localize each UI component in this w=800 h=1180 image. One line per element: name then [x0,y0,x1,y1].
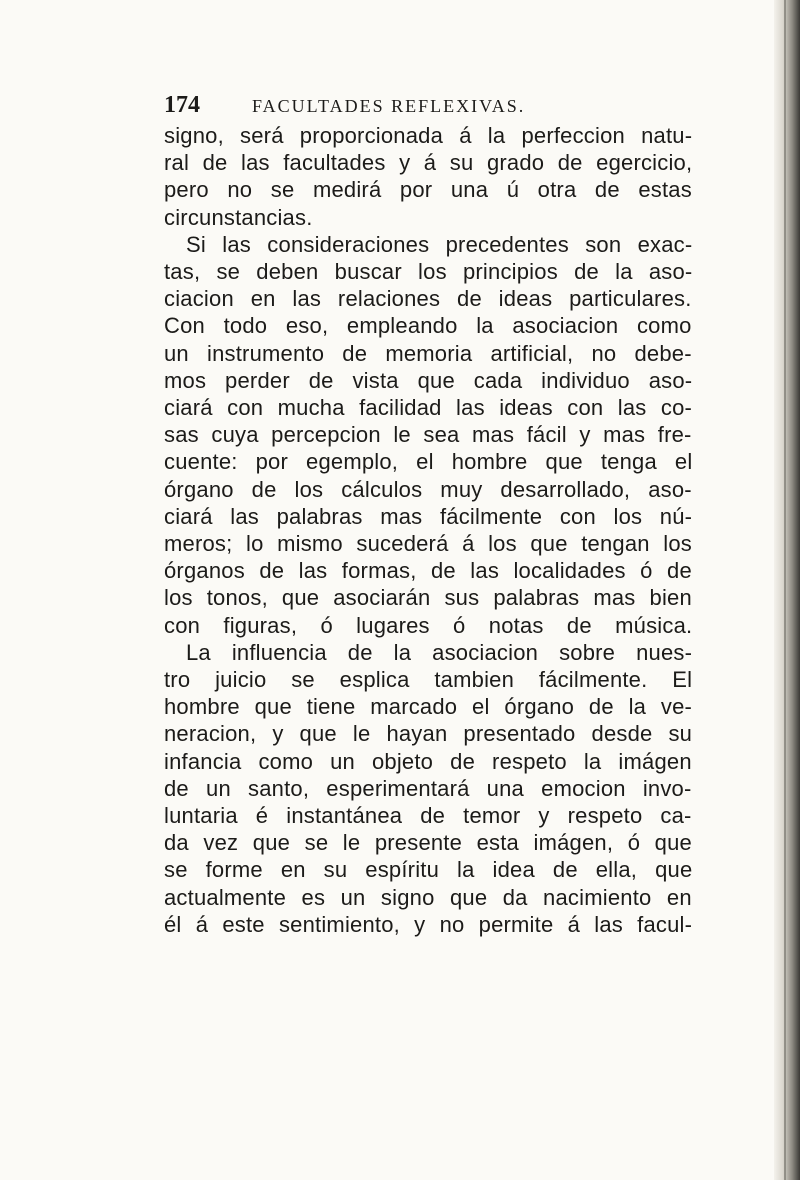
text-line: él á este sentimiento, y no permite á las facul- [164,911,693,937]
text-line: signo, será proporcionada á la perfeccion natu- [164,123,693,148]
text-line: de un santo, esperimentará una emocion invo- [164,775,692,801]
text-line: infancia como un objeto de respeto la imágen [164,748,692,774]
text-line: cuente: por egemplo, el hombre que tenga el [164,449,693,475]
text-line: luntaria é instantánea de temor y respeto ca- [164,803,692,829]
text-line: La influencia de la asociacion sobre nues- [186,639,693,665]
body-text [164,122,692,938]
text-line: da vez que se le presente esta imágen, ó que [164,830,692,856]
text-line: ciará con mucha facilidad las ideas con las co- [164,395,693,421]
text-line: actualmente es un signo que da nacimiento en [164,884,692,910]
text-line: un instrumento de memoria artificial, no debe- [164,340,692,366]
text-line: tas, se deben buscar los principios de la aso- [164,259,693,285]
text-line: Con todo eso, empleando la asociacion como [164,313,692,339]
text-line: tro juicio se esplica tambien fácilmente. El [164,667,693,693]
page-gutter-edge [784,0,786,1180]
text-line: ciacion en las relaciones de ideas particulares. [164,286,692,312]
text-line: los tonos, que asociarán sus palabras mas bien [164,585,692,611]
text-line: Si las consideraciones precedentes son exac- [186,231,693,257]
running-head-title: FACULTADES REFLEXIVAS. [252,96,526,116]
text-line: meros; lo mismo sucederá á los que tengan los [164,531,693,557]
text-line: hombre que tiene marcado el órgano de la ve- [164,694,693,720]
text-line: con figuras, ó lugares ó notas de música. [164,612,693,638]
text-line: circunstancias. [164,204,313,230]
text-line: mos perder de vista que cada individuo aso- [164,367,693,393]
text-line: órganos de las formas, de las localidades ó de [164,558,692,584]
text-block [164,92,692,938]
page-number: 174 [164,92,200,118]
text-line: neracion, y que le hayan presentado desde su [164,721,693,747]
text-line: pero no se medirá por una ú otra de estas [164,177,692,203]
page-gutter-shadow [774,0,800,1180]
text-line: ral de las facultades y á su grado de egercicio, [164,150,693,176]
text-line: sas cuya percepcion le sea mas fácil y mas fre- [164,422,692,448]
running-head [164,92,692,122]
text-line: ciará las palabras mas fácilmente con los nú- [164,503,693,529]
text-line: órgano de los cálculos muy desarrollado, aso- [164,476,692,502]
text-line: se forme en su espíritu la idea de ella, que [164,857,693,883]
